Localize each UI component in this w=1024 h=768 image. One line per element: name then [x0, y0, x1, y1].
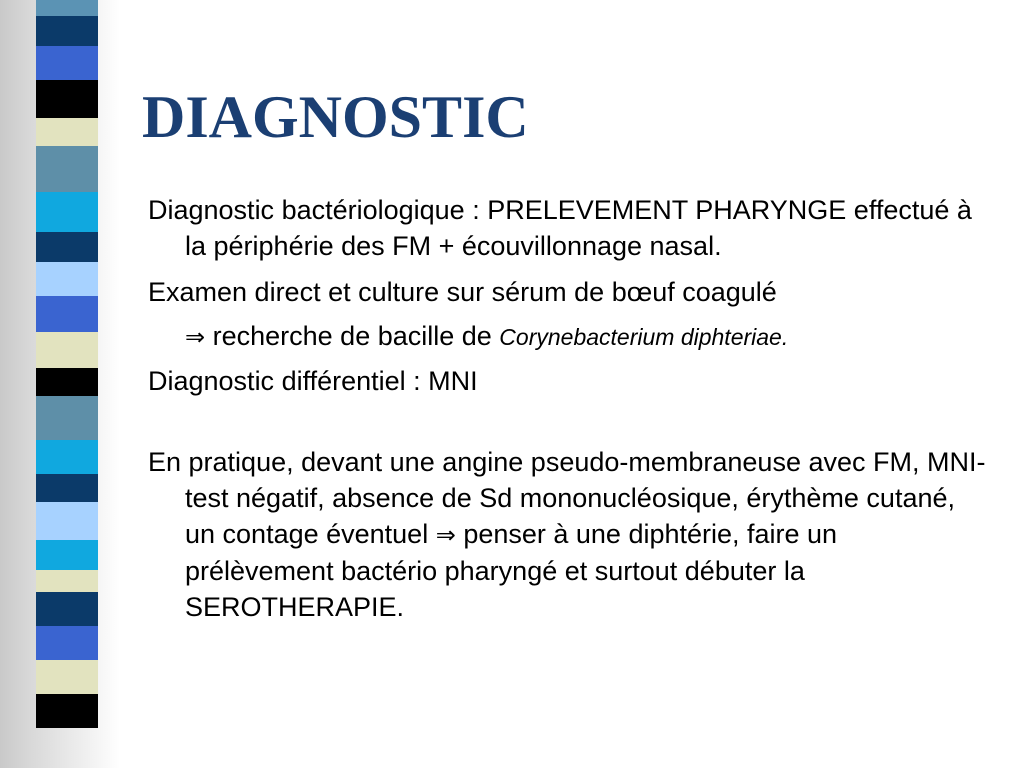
- stripe-band: [36, 440, 98, 474]
- paragraph-practice: [148, 444, 988, 625]
- stripe-band: [36, 192, 98, 232]
- practice-text-end: penser à une diphtérie, faire un prélèvement bactério pharyngé et surtout débuter la SEROTHERAPIE.: [185, 519, 838, 622]
- stripe-band: [36, 570, 98, 592]
- direct-exam-result-text: recherche de bacille de: [205, 321, 500, 351]
- slide-title: DIAGNOSTIC: [142, 84, 529, 150]
- stripe-band: [36, 502, 98, 540]
- paragraph-bacteriology: Diagnostic bactériologique : PRELEVEMENT PHARYNGE effectué à la périphérie des FM + écouvillonnage nasal.: [148, 195, 972, 261]
- stripe-band: [36, 396, 98, 440]
- stripe-band: [36, 118, 98, 146]
- stripe-band: [36, 592, 98, 626]
- decorative-stripe-bar: [36, 0, 98, 768]
- implies-arrow: ⇒: [185, 323, 206, 351]
- stripe-band: [36, 146, 98, 192]
- paragraph-differential: Diagnostic différentiel : MNI: [148, 366, 478, 396]
- stripe-band: [36, 232, 98, 262]
- species-name: Corynebacterium diphteriae.: [499, 324, 789, 350]
- paragraph-direct-exam-result: [148, 318, 988, 355]
- stripe-band: [36, 474, 98, 502]
- stripe-band: [36, 16, 98, 46]
- practice-text-start: En pratique, devant une angine pseudo-membraneuse avec FM, MNI-test négatif, absence de Sd mononucléosique, érythème cutané, un contage éventuel: [148, 447, 986, 549]
- slide-body: [148, 192, 988, 635]
- stripe-band: [36, 262, 98, 296]
- stripe-band: [36, 80, 98, 118]
- stripe-band: [36, 332, 98, 368]
- stripe-band: [36, 0, 98, 16]
- implies-arrow: ⇒: [435, 521, 456, 549]
- stripe-band: [36, 626, 98, 660]
- stripe-band: [36, 46, 98, 80]
- paragraph-direct-exam: Examen direct et culture sur sérum de bœuf coagulé: [148, 277, 777, 307]
- stripe-band: [36, 660, 98, 694]
- stripe-band: [36, 296, 98, 332]
- stripe-band: [36, 694, 98, 728]
- stripe-band: [36, 540, 98, 570]
- stripe-band: [36, 368, 98, 396]
